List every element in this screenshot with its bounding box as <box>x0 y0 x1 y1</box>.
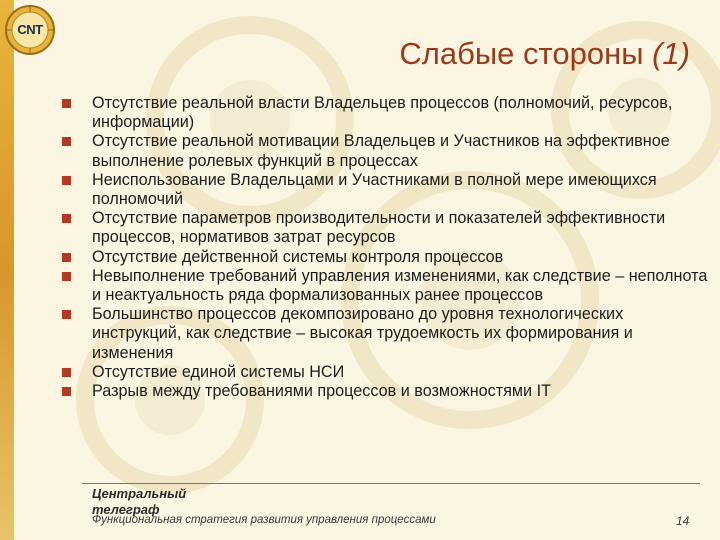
bullet-item <box>62 363 712 382</box>
footer-divider <box>82 483 700 484</box>
footer-brand-line2: телеграф <box>92 502 160 517</box>
bullet-item <box>62 94 712 132</box>
slide-title-number: (1) <box>652 36 690 71</box>
bullet-item <box>62 267 712 305</box>
bullet-text: Отсутствие реальной власти Владельцев процессов (полномочий, ресурсов, информации) <box>92 94 673 132</box>
bullet-text: Большинство процессов декомпозировано до уровня технологических инструкций, как следствие – высокая трудоемкость их формирования и изменения <box>92 305 633 362</box>
bullet-item <box>62 248 712 267</box>
bullet-text: Отсутствие реальной мотивации Владельцев и Участников на эффективное выполнение ролевых функций в процессах <box>92 132 670 170</box>
logo-text: CNT <box>17 22 43 37</box>
bullet-text: Отсутствие единой системы НСИ <box>92 362 345 381</box>
bullet-square-icon <box>62 214 71 223</box>
slide-title <box>399 36 690 72</box>
bullet-text: Разрыв между требованиями процессов и возможностями IT <box>92 382 551 401</box>
page-number: 14 <box>676 514 690 528</box>
bullet-item <box>62 171 712 209</box>
bullet-text: Неиспользование Владельцами и Участниками в полной мере имеющихся полномочий <box>92 170 657 209</box>
bullet-square-icon <box>62 176 71 185</box>
bullet-square-icon <box>62 272 71 281</box>
left-accent-bar <box>0 0 14 540</box>
bullet-item <box>62 382 712 401</box>
bullet-text: Отсутствие параметров производительности и показателей эффективности процессов, нормативов затрат ресурсов <box>92 209 666 247</box>
slide-title-main: Слабые стороны <box>399 36 644 71</box>
bullet-text: Отсутствие действенной системы контроля процессов <box>92 247 504 266</box>
bullet-item <box>62 132 712 170</box>
bullet-square-icon <box>62 137 71 146</box>
bullet-square-icon <box>62 387 71 396</box>
bullet-square-icon <box>62 310 71 319</box>
bullet-square-icon <box>62 99 71 108</box>
bullet-square-icon <box>62 253 71 262</box>
bullet-item <box>62 209 712 247</box>
footer-brand-line1: Центральный <box>92 486 187 501</box>
bullet-text: Невыполнение требований управления изменениями, как следствие – неполнота и неактуальность ряда формализованных ранее процессов <box>92 266 708 305</box>
bullet-square-icon <box>62 368 71 377</box>
footer-caption: Функциональная стратегия развития управления процессами <box>92 514 436 526</box>
bullet-item <box>62 305 712 363</box>
bullet-list <box>62 94 712 401</box>
